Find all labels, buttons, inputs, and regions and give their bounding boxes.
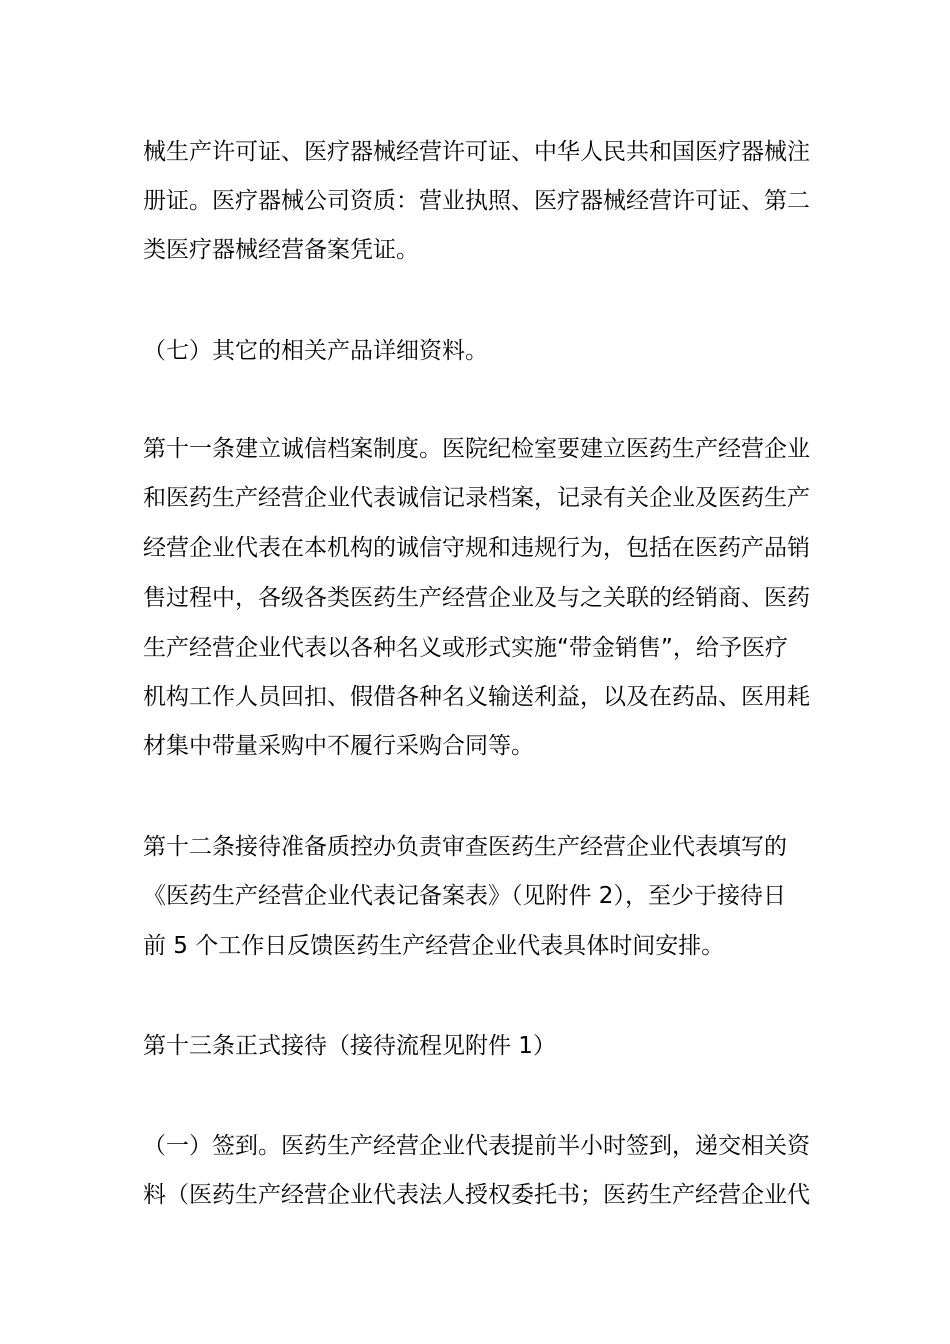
- text-line: （七）其它的相关产品详细资料。: [143, 338, 488, 364]
- text-line: 机构工作人员回扣、假借各种名义输送利益，以及在药品、医用耗: [143, 684, 810, 710]
- text-line: 售过程中，各级各类医药生产经营企业及与之关联的经销商、医药: [143, 585, 810, 611]
- text-line: 前 5 个工作日反馈医药生产经营企业代表具体时间安排。: [143, 933, 725, 959]
- text-line: 册证。医疗器械公司资质：营业执照、医疗器械经营许可证、第二: [143, 188, 810, 214]
- text-line: 第十一条建立诚信档案制度。医院纪检室要建立医药生产经营企业: [143, 436, 810, 462]
- text-line: 械生产许可证、医疗器械经营许可证、中华人民共和国医疗器械注: [143, 139, 810, 165]
- text-line: 经营企业代表在本机构的诚信守规和违规行为，包括在医药产品销: [143, 535, 810, 561]
- text-line: （一）签到。医药生产经营企业代表提前半小时签到，递交相关资: [143, 1133, 810, 1159]
- text-line: 类医疗器械经营备案凭证。: [143, 237, 419, 263]
- text-line: 材集中带量采购中不履行采购合同等。: [143, 733, 534, 759]
- text-line: 第十二条接待准备质控办负责审查医药生产经营企业代表填写的: [143, 834, 787, 860]
- text-line: 和医药生产经营企业代表诚信记录档案，记录有关企业及医药生产: [143, 485, 810, 511]
- text-line: 料（医药生产经营企业代表法人授权委托书；医药生产经营企业代: [143, 1182, 810, 1208]
- text-line: 生产经营企业代表以各种名义或形式实施“带金销售”，给予医疗: [143, 635, 788, 661]
- text-line: 《医药生产经营企业代表记备案表》（见附件 2），至少于接待日: [143, 883, 786, 909]
- text-line: 第十三条正式接待（接待流程见附件 1）: [143, 1033, 556, 1059]
